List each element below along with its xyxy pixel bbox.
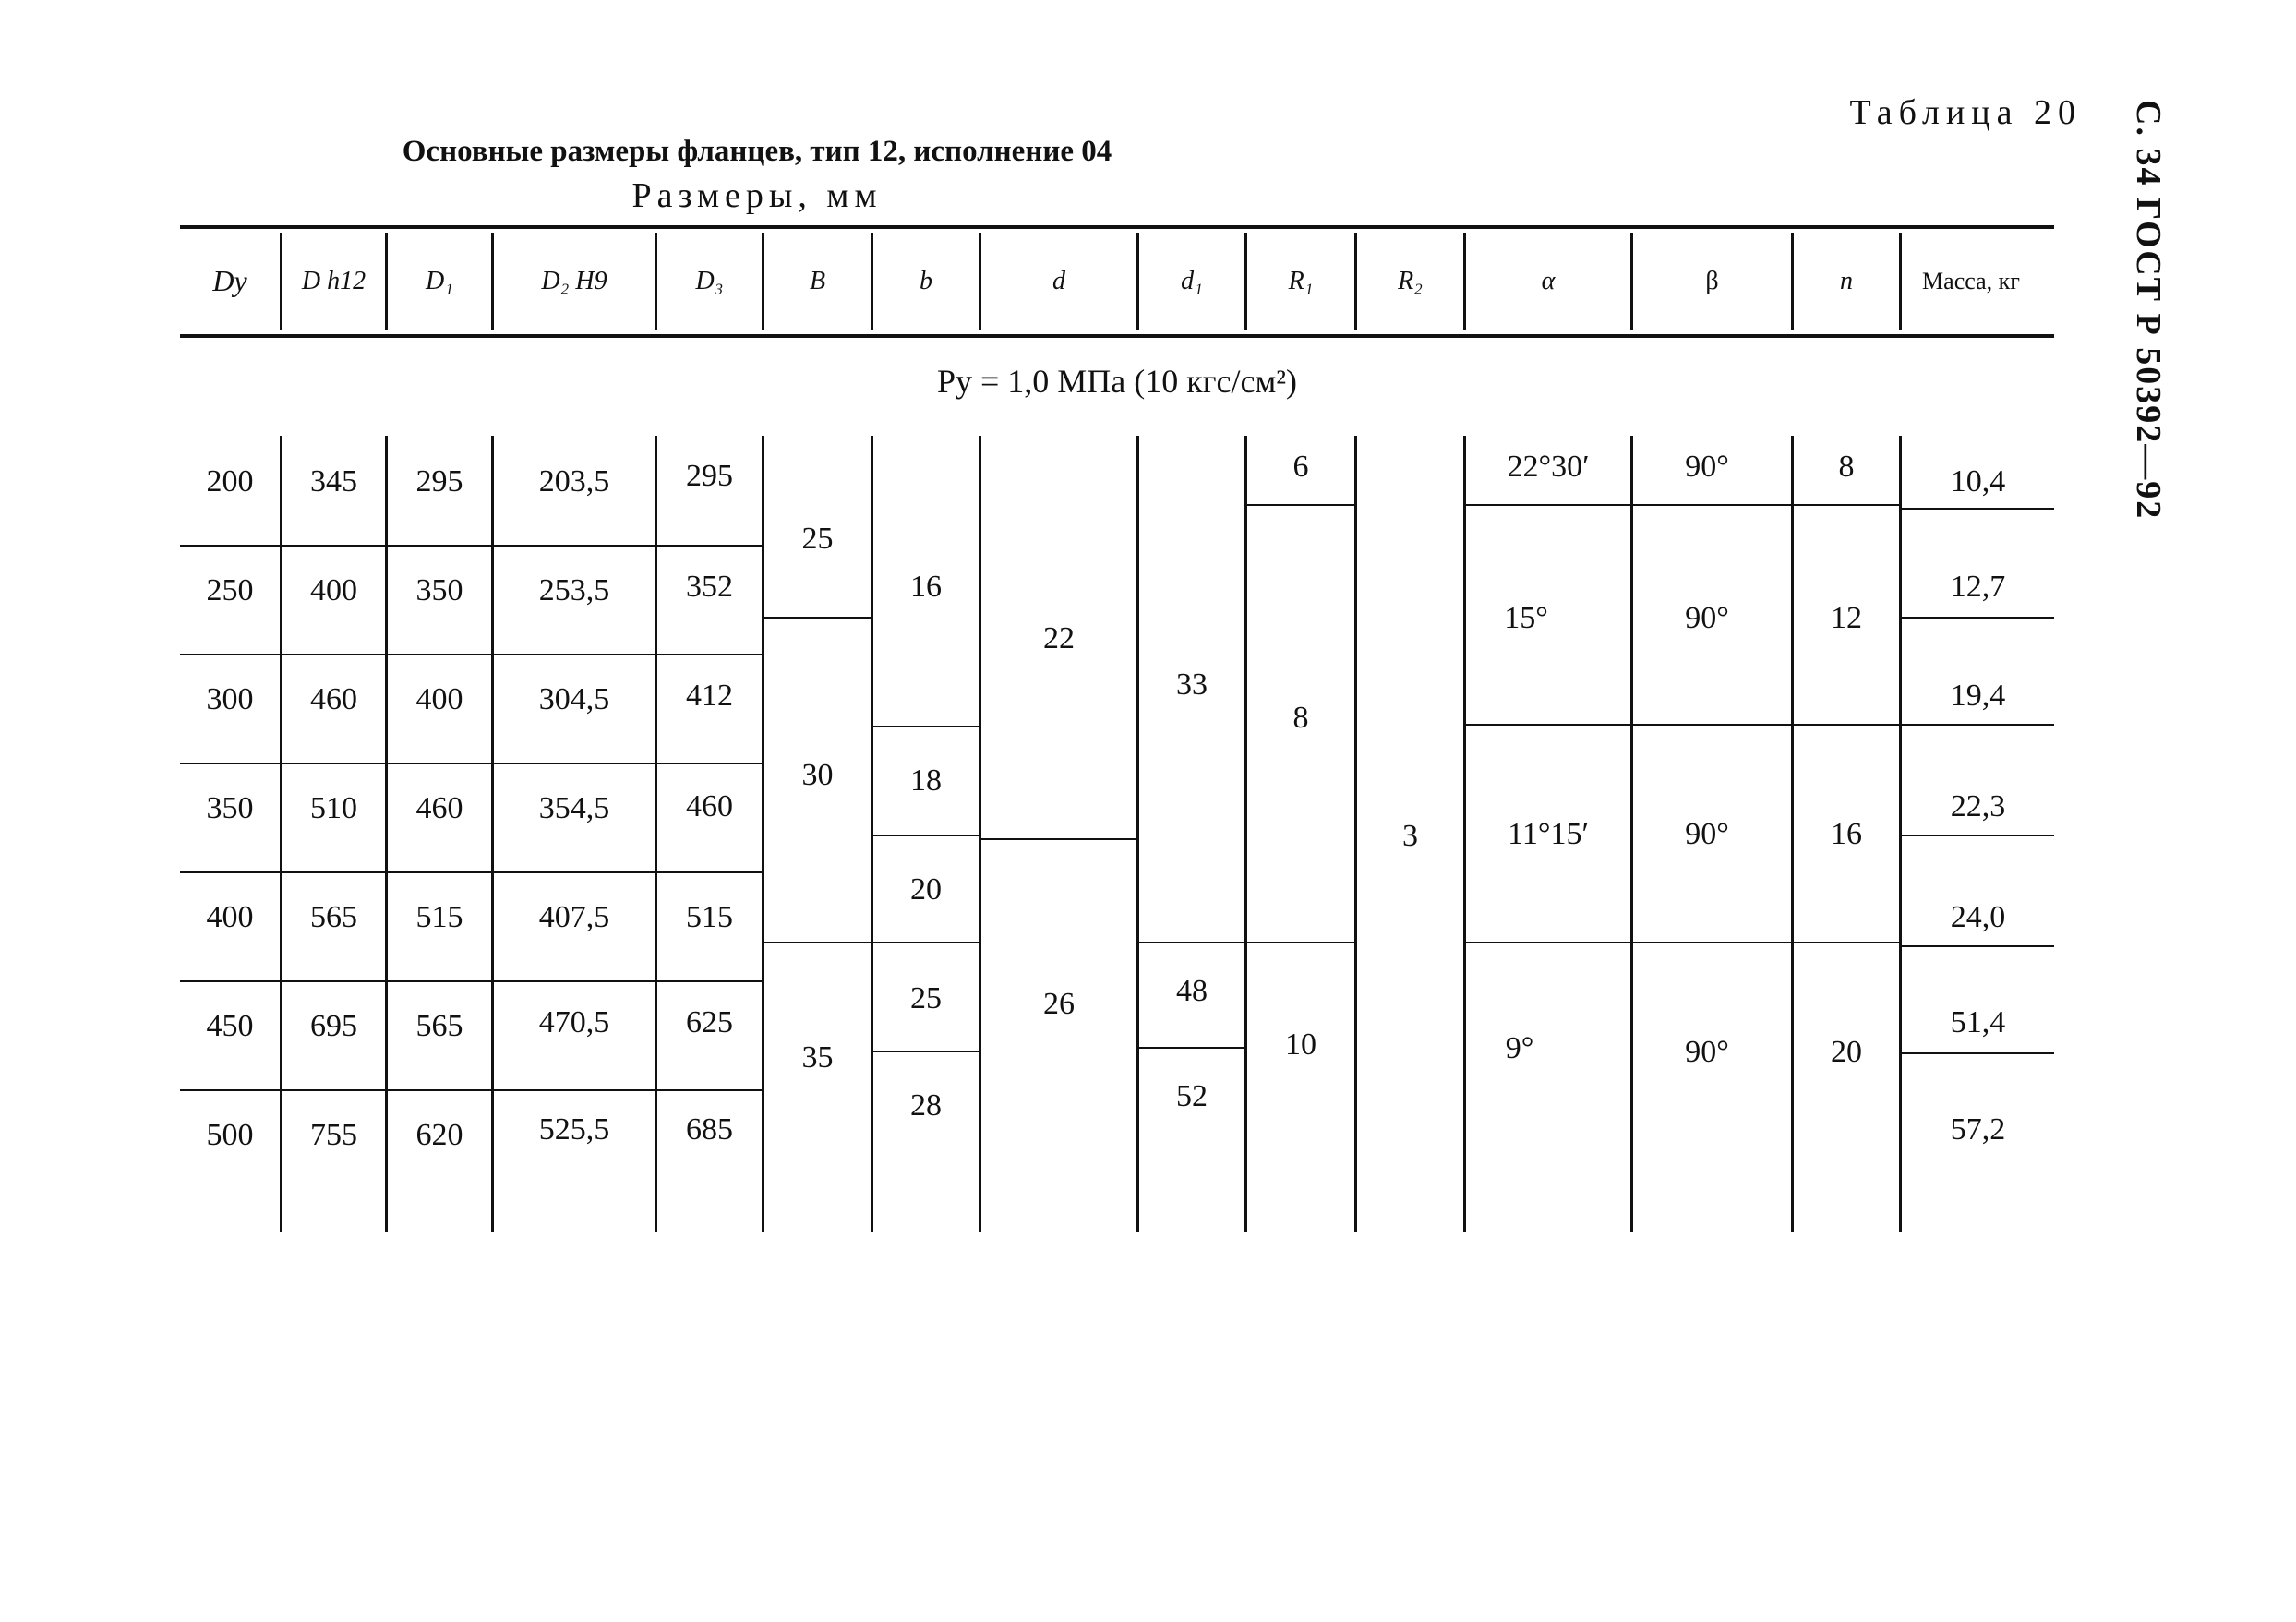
cell-d-h12: 755 xyxy=(310,1118,357,1152)
cell-r1: 10 xyxy=(1285,1027,1316,1062)
cell-d3: 412 xyxy=(686,679,733,713)
cell-d1: 460 xyxy=(415,791,463,825)
b-lower-group-separator xyxy=(871,835,979,836)
cell-b-lower: 28 xyxy=(910,1088,942,1123)
cell-d-h12: 400 xyxy=(310,573,357,607)
table-number-label: Таблица 20 xyxy=(1849,93,2082,132)
cell-d3: 460 xyxy=(686,789,733,823)
cell-d-h12: 565 xyxy=(310,900,357,934)
cell-b-lower: 18 xyxy=(910,763,942,798)
cell-n: 20 xyxy=(1831,1035,1862,1069)
cell-d-h12: 510 xyxy=(310,791,357,825)
header-bottom-border xyxy=(180,334,2054,338)
cell-d2: 407,5 xyxy=(538,900,610,934)
header-beta: β xyxy=(1705,267,1719,296)
n-group-separator xyxy=(1791,942,1899,943)
cell-d2: 253,5 xyxy=(538,573,610,607)
cell-dy: 300 xyxy=(206,682,254,716)
pressure-section-label: Pу = 1,0 МПа (10 кгс/см²) xyxy=(936,363,1298,400)
header-r2: R₂ xyxy=(1398,267,1423,296)
cell-r1: 6 xyxy=(1292,450,1309,484)
b-lower-group-separator xyxy=(871,1051,979,1052)
cell-n: 8 xyxy=(1838,450,1855,484)
cell-d2: 203,5 xyxy=(538,464,610,499)
header-d3: D₃ xyxy=(695,267,724,296)
beta-group-separator xyxy=(1630,504,1791,506)
header-d-h12: D h12 xyxy=(301,267,367,296)
cell-d-sub1: 33 xyxy=(1176,667,1208,702)
flange-dimensions-table xyxy=(180,225,2054,1241)
cell-n: 16 xyxy=(1831,817,1862,851)
body-separator xyxy=(1244,436,1247,1232)
cell-d-sub1: 52 xyxy=(1176,1079,1208,1113)
cell-dy: 500 xyxy=(206,1118,254,1152)
n-group-separator xyxy=(1791,504,1899,506)
cell-alpha: 22°30′ xyxy=(1507,450,1590,484)
d1-group-separator xyxy=(1136,942,1244,943)
header-alpha: α xyxy=(1541,267,1556,296)
header-d: d xyxy=(1052,267,1065,296)
cell-dy: 250 xyxy=(206,573,254,607)
header-n: n xyxy=(1840,267,1853,296)
table-title: Основные размеры фланцев, тип 12, исполнение 04 xyxy=(402,135,1112,168)
cell-alpha: 15° xyxy=(1504,601,1548,635)
b-lower-group-separator xyxy=(871,942,979,943)
cell-d1: 295 xyxy=(415,464,463,499)
cell-beta: 90° xyxy=(1685,1035,1729,1069)
cell-d1: 400 xyxy=(415,682,463,716)
beta-group-separator xyxy=(1630,724,1791,726)
d1-group-separator xyxy=(1136,1047,1244,1049)
header-mass: Масса, кг xyxy=(1922,268,2020,295)
cell-b-upper: 25 xyxy=(801,522,834,556)
cell-b-lower: 20 xyxy=(910,872,942,907)
cell-d-h12: 345 xyxy=(310,464,357,499)
beta-group-separator xyxy=(1630,942,1791,943)
cell-d3: 685 xyxy=(686,1112,733,1147)
cell-dy: 200 xyxy=(206,464,254,499)
cell-d3: 625 xyxy=(686,1005,733,1039)
cell-mass: 19,4 xyxy=(1950,679,2006,713)
cell-d2: 354,5 xyxy=(538,791,610,825)
cell-dy: 450 xyxy=(206,1009,254,1043)
n-group-separator xyxy=(1791,724,1899,726)
cell-r1: 8 xyxy=(1292,701,1309,735)
cell-mass: 12,7 xyxy=(1950,570,2006,604)
cell-d-sub1: 48 xyxy=(1176,974,1208,1008)
cell-beta: 90° xyxy=(1685,601,1729,635)
body-separator xyxy=(979,436,981,1232)
cell-d-h12: 695 xyxy=(310,1009,357,1043)
cell-b-lower: 16 xyxy=(910,570,942,604)
cell-d2: 304,5 xyxy=(538,682,610,716)
cell-d2: 525,5 xyxy=(538,1112,610,1147)
d-group-separator xyxy=(979,838,1136,840)
cell-d: 22 xyxy=(1043,621,1075,655)
cell-d1: 350 xyxy=(415,573,463,607)
cell-b-lower: 25 xyxy=(910,981,942,1015)
cell-alpha: 11°15′ xyxy=(1508,817,1589,851)
table-top-border xyxy=(180,225,2054,229)
cell-d1: 620 xyxy=(415,1118,463,1152)
cell-b-upper: 30 xyxy=(801,758,834,792)
header-b-upper: B xyxy=(809,267,826,296)
cell-d-h12: 460 xyxy=(310,682,357,716)
cell-r2: 3 xyxy=(1402,819,1418,853)
cell-dy: 400 xyxy=(206,900,254,934)
cell-b-upper: 35 xyxy=(801,1040,834,1075)
cell-n: 12 xyxy=(1831,601,1862,635)
header-d-sub1: d₁ xyxy=(1181,267,1203,296)
header-dy: Dу xyxy=(212,264,247,298)
header-r1: R₁ xyxy=(1288,267,1314,296)
cell-mass: 10,4 xyxy=(1950,464,2006,499)
cell-d: 26 xyxy=(1043,987,1075,1021)
cell-d3: 515 xyxy=(686,900,733,934)
cell-mass: 22,3 xyxy=(1950,789,2006,823)
cell-mass: 51,4 xyxy=(1950,1005,2006,1039)
alpha-group-separator xyxy=(1463,504,1630,506)
b-upper-group-separator xyxy=(762,942,871,943)
header-d1: D₁ xyxy=(426,267,453,296)
alpha-group-separator xyxy=(1463,942,1630,943)
cell-beta: 90° xyxy=(1685,450,1729,484)
cell-d3: 295 xyxy=(686,459,733,493)
cell-beta: 90° xyxy=(1685,817,1729,851)
cell-d1: 565 xyxy=(415,1009,463,1043)
b-upper-group-separator xyxy=(762,617,871,619)
cell-dy: 350 xyxy=(206,791,254,825)
header-b-lower: b xyxy=(920,267,932,296)
cell-alpha: 9° xyxy=(1505,1031,1534,1065)
cell-mass: 24,0 xyxy=(1950,900,2006,934)
cell-d3: 352 xyxy=(686,570,733,604)
alpha-group-separator xyxy=(1463,724,1630,726)
cell-d1: 515 xyxy=(415,900,463,934)
r1-group-separator xyxy=(1244,942,1354,943)
cell-d2: 470,5 xyxy=(538,1005,610,1039)
b-lower-group-separator xyxy=(871,726,979,727)
header-d2-h9: D₂ H9 xyxy=(541,267,607,296)
r1-group-separator xyxy=(1244,504,1354,506)
table-units-subtitle: Размеры, мм xyxy=(631,176,883,215)
cell-mass: 57,2 xyxy=(1950,1112,2006,1147)
page-standard-reference: С. 34 ГОСТ Р 50392—92 xyxy=(2129,100,2168,521)
